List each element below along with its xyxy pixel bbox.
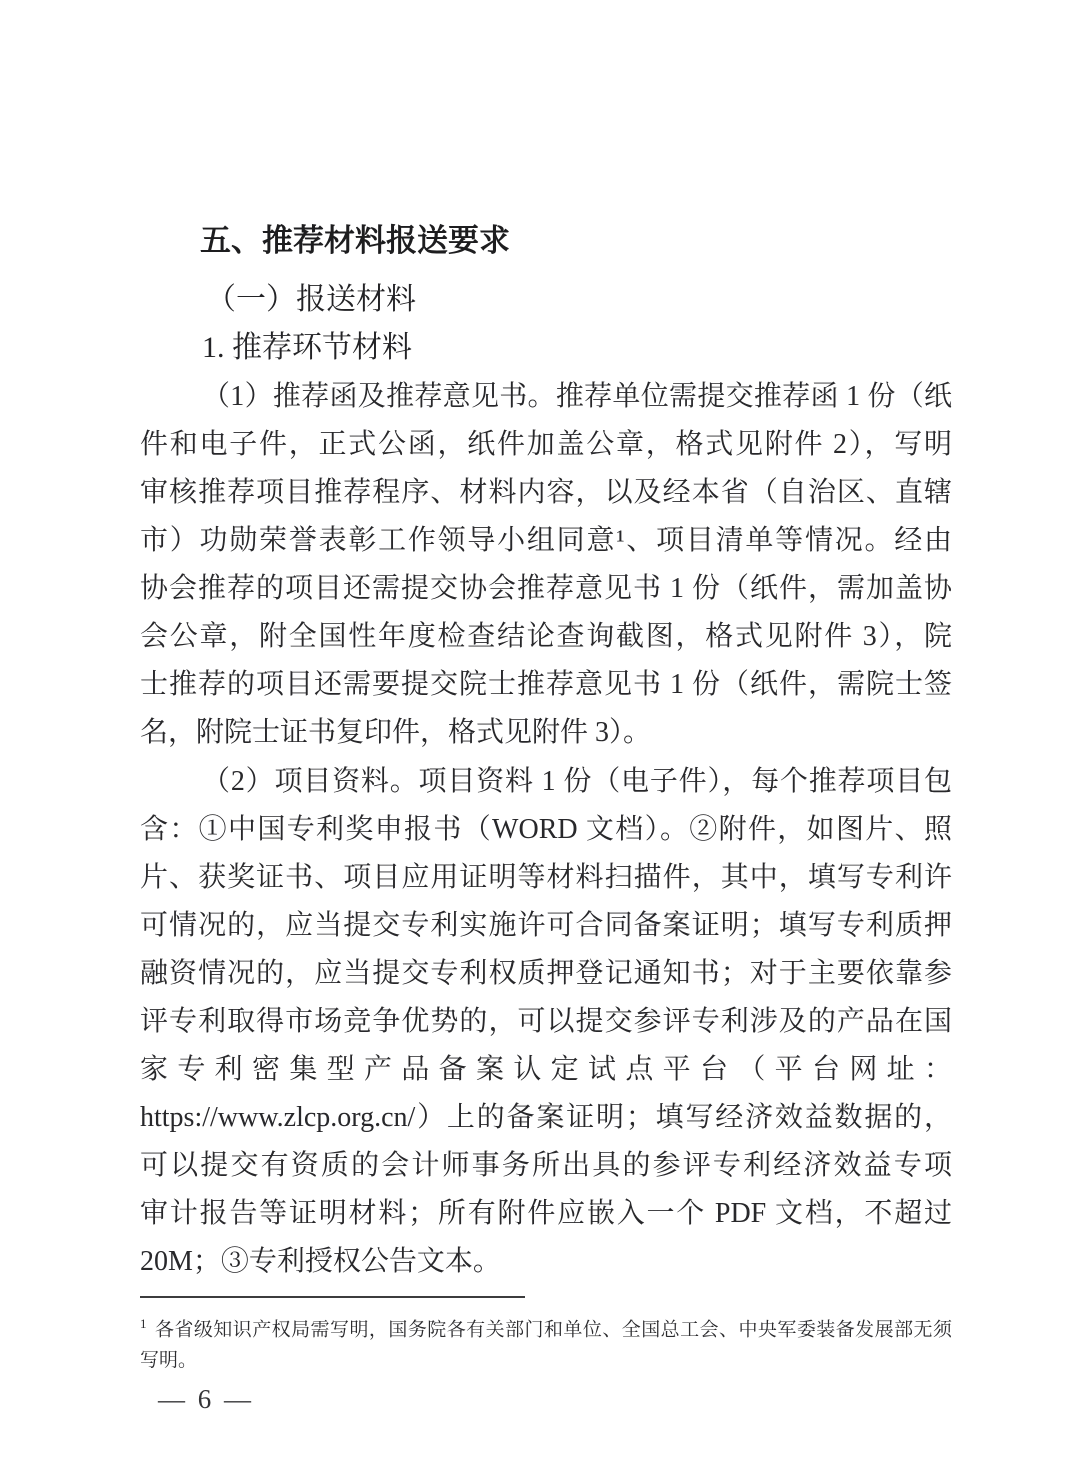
text-line: 协会推荐的项目还需提交协会推荐意见书 1 份（纸件，需加盖协: [140, 573, 952, 604]
url-text-line: https://www.zlcp.org.cn/）上的备案证明；填写经济效益数据的，: [140, 1102, 952, 1133]
text-line: 市）功勋荣誉表彰工作领导小组同意¹、项目清单等情况。经由: [140, 525, 952, 556]
text-line: 融资情况的，应当提交专利权质押登记通知书；对于主要依靠参: [140, 958, 952, 989]
paragraph-2: [140, 758, 952, 1286]
footnote-marker: 1: [140, 1316, 147, 1331]
text-line: 士推荐的项目还需要提交院士推荐意见书 1 份（纸件，需院士签: [140, 669, 952, 700]
text-line: 审计报告等证明材料；所有附件应嵌入一个 PDF 文档，不超过: [140, 1198, 952, 1229]
text-line: 可情况的，应当提交专利实施许可合同备案证明；填写专利质押: [140, 910, 952, 941]
text-line: 件和电子件，正式公函，纸件加盖公章，格式见附件 2），写明: [140, 429, 952, 460]
text-line: 审核推荐项目推荐程序、材料内容，以及经本省（自治区、直辖: [140, 477, 952, 508]
section-heading: 五、推荐材料报送要求: [200, 223, 510, 259]
page-body: [140, 218, 952, 1286]
text-line: 评专利取得市场竞争优势的，可以提交参评专利涉及的产品在国: [140, 1006, 952, 1037]
item-heading: 1. 推荐环节材料: [202, 331, 412, 364]
text-line: 片、获奖证书、项目应用证明等材料扫描件，其中，填写专利许: [140, 862, 952, 893]
footnote: [140, 1296, 952, 1376]
paragraph-1: [140, 373, 952, 757]
text-line: 家专利密集型产品备案认定试点平台（平台网址：: [140, 1054, 952, 1085]
text-line: （1）推荐函及推荐意见书。推荐单位需提交推荐函 1 份（纸: [202, 381, 952, 412]
text-line: （2）项目资料。项目资料 1 份（电子件），每个推荐项目包: [202, 766, 952, 797]
text-line: 20M；③专利授权公告文本。: [140, 1246, 501, 1277]
footnote-separator: [140, 1296, 525, 1298]
text-line: 会公章，附全国性年度检查结论查询截图，格式见附件 3），院: [140, 621, 952, 652]
footnote-body: 各省级知识产权局需写明，国务院各有关部门和单位、全国总工会、中央军委装备发展部无须写明。: [140, 1319, 952, 1372]
text-line: 含：①中国专利奖申报书（WORD 文档）。②附件，如图片、照: [140, 814, 952, 845]
subsection-heading: （一）报送材料: [206, 283, 416, 316]
footnote-text: [140, 1308, 952, 1376]
page-number: — 6 —: [158, 1384, 254, 1414]
text-line: 名，附院士证书复印件，格式见附件 3）。: [140, 717, 652, 748]
text-line: 可以提交有资质的会计师事务所出具的参评专利经济效益专项: [140, 1150, 952, 1181]
